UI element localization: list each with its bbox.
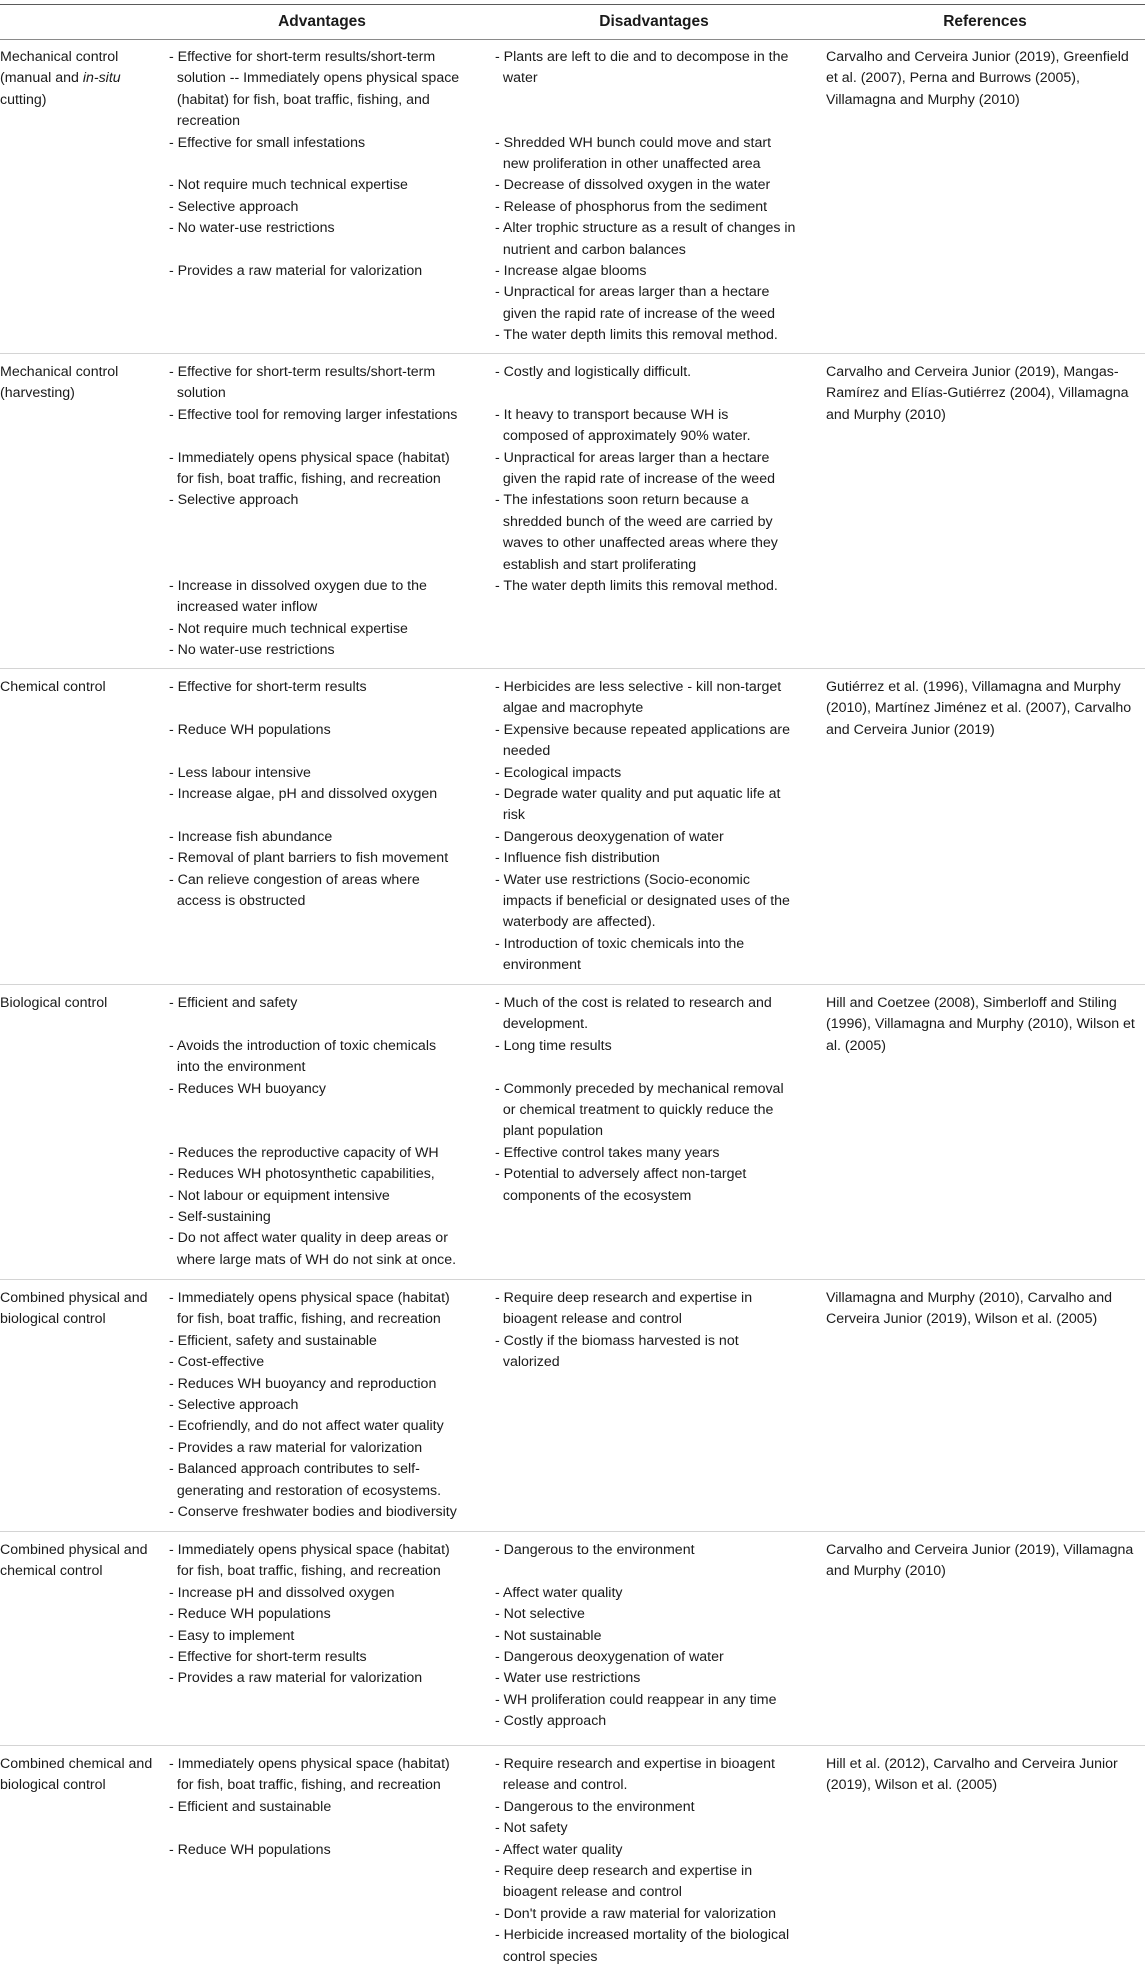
disadvantage-item: - Herbicide increased mortality of the biological <box>495 1927 790 1944</box>
category-text-end: cutting) <box>0 91 47 108</box>
advantage-item: - Can relieve congestion of areas where <box>169 871 420 888</box>
disadvantage-item: waterbody are affected). <box>495 914 656 931</box>
disadvantage-item: water <box>495 70 538 87</box>
row-category <box>0 1288 160 1331</box>
table-top-rule <box>0 4 1145 5</box>
disadvantage-item: environment <box>495 957 581 974</box>
category-text: Combined chemical and biological control <box>0 1756 153 1794</box>
header-advantages: Advantages <box>278 13 366 30</box>
disadvantage-item: - Require deep research and expertise in <box>495 1290 753 1306</box>
advantage-item: into the environment <box>169 1059 306 1076</box>
row-separator <box>0 668 1145 669</box>
advantage-item: solution -- Immediately opens physical space <box>169 70 460 87</box>
advantage-item: - Effective tool for removing larger infestations <box>169 406 458 423</box>
disadvantage-item: - Water use restrictions <box>495 1670 641 1687</box>
advantage-item: - Immediately opens physical space (habitat) <box>169 449 450 466</box>
disadvantage-item: - Decrease of dissolved oxygen in the water <box>495 177 771 194</box>
disadvantage-item: - It heavy to transport because WH is <box>495 406 729 423</box>
disadvantage-item: establish and start proliferating <box>495 556 697 573</box>
disadvantage-item: bioagent release and control <box>495 1311 682 1328</box>
disadvantage-item: - Not sustainable <box>495 1627 602 1644</box>
advantage-item: - Effective for short-term results <box>169 679 367 695</box>
disadvantage-item: - Increase algae blooms <box>495 263 647 279</box>
advantage-item: access is obstructed <box>169 893 306 909</box>
advantage-item: - Not labour or equipment intensive <box>169 1187 390 1204</box>
row-separator <box>0 1745 1145 1746</box>
disadvantage-item: - Effective control takes many years <box>495 1144 720 1161</box>
advantage-item: - Increase in dissolved oxygen due to the <box>169 578 427 594</box>
disadvantage-item: - Costly if the biomass harvested is not <box>495 1332 739 1349</box>
advantage-item: - Efficient and safety <box>169 995 298 1011</box>
disadvantage-item: - Unpractical for areas larger than a hectare <box>495 284 770 301</box>
disadvantage-item: - The infestations soon return because a <box>495 492 749 509</box>
advantage-item: - Reduces WH buoyancy <box>169 1080 326 1097</box>
advantage-item: - Avoids the introduction of toxic chemicals <box>169 1037 437 1054</box>
disadvantage-item: - Dangerous deoxygenation of water <box>495 828 724 845</box>
disadvantage-item: - Not selective <box>495 1606 585 1623</box>
category-text: Biological control <box>0 995 108 1011</box>
disadvantage-item: - Commonly preceded by mechanical removal <box>495 1080 784 1097</box>
row-category <box>0 993 160 1014</box>
disadvantage-item: new proliferation in other unaffected area <box>495 156 761 172</box>
row-category <box>0 362 160 405</box>
disadvantage-item: - Dangerous to the environment <box>495 1798 695 1815</box>
references-cell: Hill et al. (2012), Carvalho and Cerveira Junior (2019), Wilson et al. (2005) <box>826 1756 1118 1794</box>
advantage-item: - Balanced approach contributes to self- <box>169 1461 420 1478</box>
advantage-item: - Efficient and sustainable <box>169 1798 332 1815</box>
advantage-item: - Cost-effective <box>169 1354 265 1371</box>
advantage-item: - Not require much technical expertise <box>169 620 408 637</box>
row-category <box>0 677 160 698</box>
advantage-item: - Reduce WH populations <box>169 1606 331 1623</box>
header-references: References <box>943 13 1027 30</box>
disadvantage-item: - Costly approach <box>495 1713 607 1730</box>
disadvantage-item: needed <box>495 743 551 760</box>
advantage-item: - Increase algae, pH and dissolved oxygen <box>169 786 438 802</box>
advantage-item: - No water-use restrictions <box>169 220 335 237</box>
disadvantage-item: - Dangerous deoxygenation of water <box>495 1649 724 1665</box>
references-cell: Carvalho and Cerveira Junior (2019), Villamagna and Murphy (2010) <box>826 1542 1134 1580</box>
disadvantage-item: - Dangerous to the environment <box>495 1542 695 1558</box>
disadvantage-item: shredded bunch of the weed are carried by <box>495 513 773 530</box>
category-text: Chemical control <box>0 679 106 695</box>
disadvantage-item: - Water use restrictions (Socio-economic <box>495 871 750 888</box>
row-category <box>0 1540 160 1583</box>
disadvantage-item: - Ecological impacts <box>495 764 622 781</box>
advantage-item: generating and restoration of ecosystems. <box>169 1482 442 1499</box>
disadvantage-item: - Shredded WH bunch could move and start <box>495 134 772 151</box>
disadvantage-item: - Affect water quality <box>495 1841 623 1858</box>
disadvantage-item: waves to other unaffected areas where they <box>495 535 778 552</box>
disadvantage-item: - Degrade water quality and put aquatic life at <box>495 786 781 802</box>
disadvantage-item: - Not safety <box>495 1820 568 1837</box>
row-separator <box>0 984 1145 985</box>
row-separator <box>0 353 1145 354</box>
advantage-item: increased water inflow <box>169 599 318 616</box>
disadvantage-item: or chemical treatment to quickly reduce the <box>495 1102 774 1118</box>
advantage-item: for fish, boat traffic, fishing, and recreation <box>169 1563 441 1580</box>
advantage-item: - Reduce WH populations <box>169 721 331 738</box>
references-cell: Carvalho and Cerveira Junior (2019), Mangas-Ramírez and Elías-Gutiérrez (2004), Villamagna and Murphy (2010) <box>826 364 1129 423</box>
references-cell: Carvalho and Cerveira Junior (2019), Greenfield et al. (2007), Perna and Burrows (2005), Villamagna and Murphy (2010) <box>826 49 1129 108</box>
advantage-item: - Do not affect water quality in deep areas or <box>169 1230 448 1247</box>
category-text: Combined physical and chemical control <box>0 1542 148 1580</box>
disadvantage-item: - Expensive because repeated applications are <box>495 721 790 738</box>
advantage-item: for fish, boat traffic, fishing, and recreation <box>169 1311 441 1328</box>
disadvantage-item: bioagent release and control <box>495 1884 682 1901</box>
advantage-item: - Reduce WH populations <box>169 1841 331 1858</box>
advantage-item: - Easy to implement <box>169 1627 295 1644</box>
disadvantage-item: - WH proliferation could reappear in any time <box>495 1691 777 1708</box>
advantage-item: - Effective for short-term results/short-term <box>169 364 436 380</box>
disadvantage-item: nutrient and carbon balances <box>495 241 686 258</box>
category-text: Mechanical control (manual and <box>0 49 119 87</box>
disadvantage-item: - Herbicides are less selective - kill non-target <box>495 679 782 695</box>
disadvantage-item: - Costly and logistically difficult. <box>495 364 692 380</box>
disadvantage-item: - The water depth limits this removal method. <box>495 327 778 344</box>
disadvantage-item: given the rapid rate of increase of the weed <box>495 305 775 322</box>
header-disadvantages: Disadvantages <box>599 13 709 30</box>
references-cell: Villamagna and Murphy (2010), Carvalho and Cerveira Junior (2019), Wilson et al. (2005) <box>826 1290 1113 1328</box>
row-separator <box>0 1279 1145 1280</box>
disadvantage-item: - Potential to adversely affect non-target <box>495 1166 747 1183</box>
advantage-item: - Removal of plant barriers to fish movement <box>169 850 449 867</box>
disadvantage-item: - Much of the cost is related to research and <box>495 995 772 1011</box>
advantage-item: - Conserve freshwater bodies and biodiversity <box>169 1504 457 1520</box>
disadvantage-item: algae and macrophyte <box>495 700 644 717</box>
advantage-item: - Provides a raw material for valorization <box>169 1670 423 1687</box>
advantage-item: - Immediately opens physical space (habitat) <box>169 1290 450 1306</box>
advantage-item: - Provides a raw material for valorization <box>169 1439 423 1456</box>
advantage-item: - Effective for short-term results <box>169 1649 367 1665</box>
advantage-item: - Self-sustaining <box>169 1209 271 1225</box>
disadvantage-item: release and control. <box>495 1777 628 1794</box>
advantage-item: solution <box>169 385 226 402</box>
header-rule <box>0 39 1145 40</box>
disadvantage-item: development. <box>495 1016 589 1033</box>
disadvantage-item: risk <box>495 807 525 824</box>
disadvantage-item: components of the ecosystem <box>495 1187 692 1204</box>
advantage-item: - Less labour intensive <box>169 764 311 781</box>
advantage-item: - No water-use restrictions <box>169 642 335 659</box>
disadvantage-item: given the rapid rate of increase of the weed <box>495 471 775 487</box>
references-cell: Gutiérrez et al. (1996), Villamagna and Murphy (2010), Martínez Jiménez et al. (2007), Carvalho and Cerveira Junior (2019) <box>826 679 1132 738</box>
advantage-item: for fish, boat traffic, fishing, and recreation <box>169 471 441 487</box>
advantage-item: - Effective for small infestations <box>169 134 366 151</box>
advantage-item: - Increase pH and dissolved oxygen <box>169 1584 395 1601</box>
advantage-item: - Immediately opens physical space (habitat) <box>169 1756 450 1772</box>
advantage-item: - Immediately opens physical space (habitat) <box>169 1542 450 1558</box>
disadvantage-item: - Influence fish distribution <box>495 850 660 867</box>
advantage-item: - Ecofriendly, and do not affect water quality <box>169 1418 444 1435</box>
row-category <box>0 1754 160 1797</box>
row-category <box>0 47 160 111</box>
disadvantage-item: composed of approximately 90% water. <box>495 428 751 445</box>
advantage-item: - Selective approach <box>169 198 299 215</box>
advantage-item: - Selective approach <box>169 1397 299 1413</box>
disadvantage-item: - Unpractical for areas larger than a hectare <box>495 449 770 466</box>
category-italic-text: in-situ <box>82 70 121 87</box>
disadvantage-item: - Introduction of toxic chemicals into the <box>495 935 745 952</box>
advantage-item: - Reduces the reproductive capacity of WH <box>169 1144 439 1161</box>
advantage-item: - Increase fish abundance <box>169 828 333 845</box>
disadvantage-item: - Require deep research and expertise in <box>495 1863 753 1879</box>
row-separator <box>0 1531 1145 1532</box>
advantage-item: (habitat) for fish, boat traffic, fishing, and <box>169 91 430 108</box>
disadvantage-item: impacts if beneficial or designated uses of the <box>495 893 790 909</box>
advantage-item: - Efficient, safety and sustainable <box>169 1332 377 1349</box>
references-cell: Hill and Coetzee (2008), Simberloff and Stiling (1996), Villamagna and Murphy (2010), Wilson et al. (2005) <box>826 995 1135 1054</box>
disadvantage-item: - Don't provide a raw material for valorization <box>495 1905 777 1922</box>
disadvantage-item: - Affect water quality <box>495 1584 623 1601</box>
advantage-item: where large mats of WH do not sink at once. <box>169 1251 457 1268</box>
advantage-item: - Provides a raw material for valorization <box>169 263 423 279</box>
advantage-item: recreation <box>169 113 240 130</box>
disadvantage-item: valorized <box>495 1354 560 1371</box>
disadvantage-item: plant population <box>495 1123 604 1140</box>
advantage-item: - Reduces WH buoyancy and reproduction <box>169 1375 437 1392</box>
advantage-item: - Selective approach <box>169 492 299 509</box>
disadvantage-item: control species <box>495 1948 598 1965</box>
disadvantage-item: - Plants are left to die and to decompose in the <box>495 49 789 65</box>
advantage-item: - Reduces WH photosynthetic capabilities, <box>169 1166 435 1183</box>
disadvantage-item: - The water depth limits this removal method. <box>495 578 778 594</box>
category-text: Mechanical control (harvesting) <box>0 364 119 402</box>
category-text: Combined physical and biological control <box>0 1290 148 1328</box>
advantage-item: - Effective for short-term results/short-term <box>169 49 436 65</box>
disadvantage-item: - Long time results <box>495 1037 612 1054</box>
disadvantage-item: - Alter trophic structure as a result of changes in <box>495 220 796 237</box>
advantage-item: for fish, boat traffic, fishing, and recreation <box>169 1777 441 1794</box>
disadvantage-item: - Require research and expertise in bioagent <box>495 1756 775 1772</box>
disadvantage-item: - Release of phosphorus from the sediment <box>495 198 768 215</box>
advantage-item: - Not require much technical expertise <box>169 177 408 194</box>
